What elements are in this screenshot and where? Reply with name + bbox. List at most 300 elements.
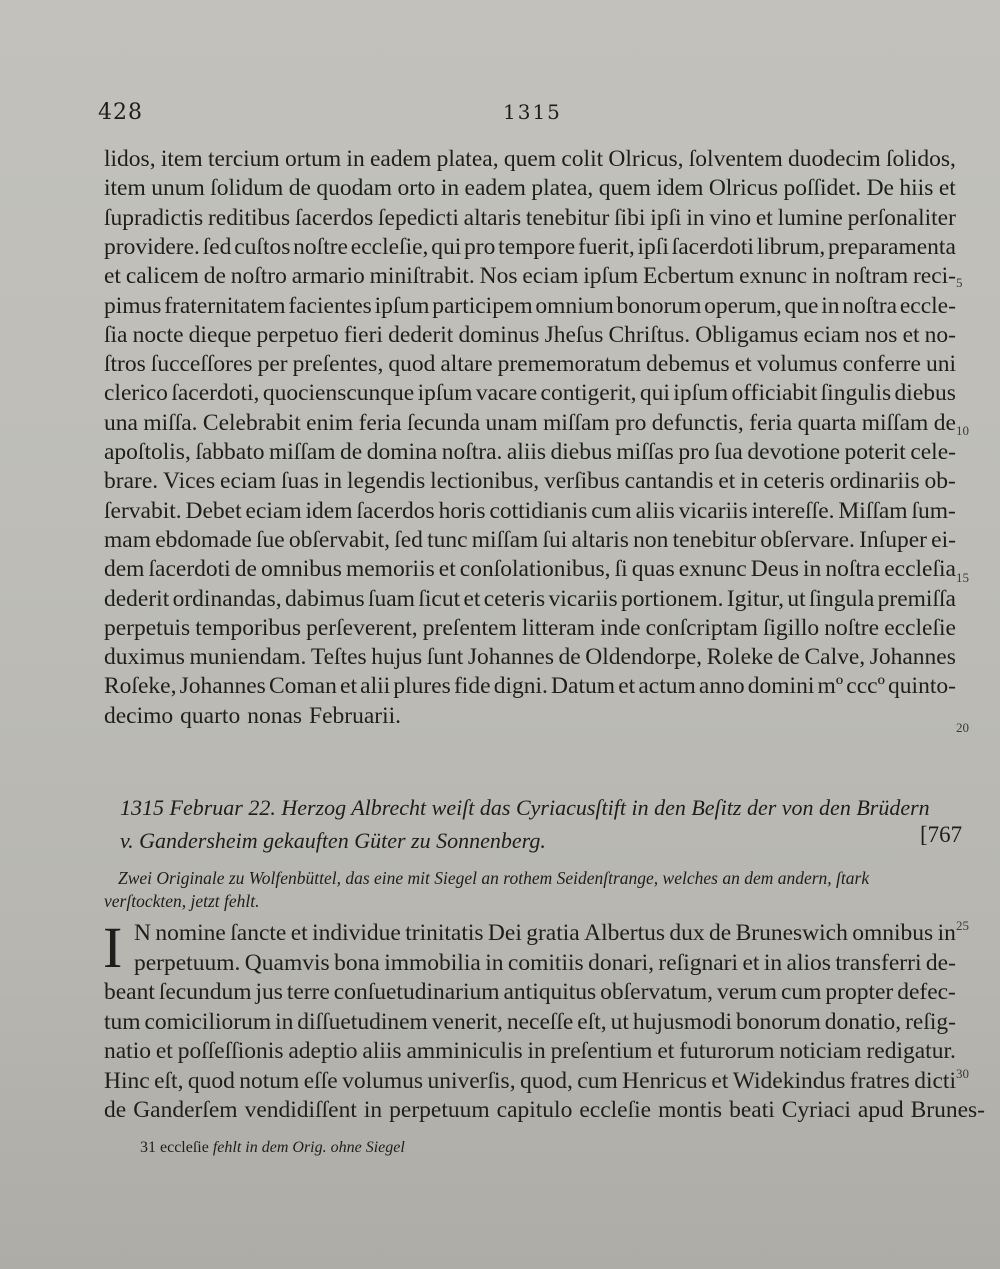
word: decimo [104,702,174,729]
word: reditibus [207,204,291,231]
word: Widekindus [732,1067,846,1094]
word: non [633,526,669,553]
word: defec- [897,979,956,1005]
word: vicariis [678,497,748,524]
word: hiis [899,175,934,202]
word: ſuas [281,468,319,495]
word: miſſam [543,409,610,436]
word: domina [366,439,438,465]
word: ob- [924,468,956,495]
word: et [755,204,773,231]
word: volumus [756,351,838,378]
word: propter [825,979,894,1005]
footnote-note: fehlt in dem Orig. ohne Siegel [212,1139,405,1156]
word: noticiam [779,1038,862,1064]
word: miſſam [471,526,539,553]
word: ebdomade [155,526,252,553]
word: ſecundum [158,979,252,1005]
text-line [104,1097,986,1124]
word: exnunc [678,556,747,583]
word: Roleke [706,644,774,671]
line-number: 30 [956,1066,969,1081]
word: ſue [255,526,285,553]
word: perſeverent, [306,614,418,641]
word: ſunt [426,644,464,671]
word: montis [658,1097,723,1123]
word: Jheſus [544,321,604,348]
word: miſſas [616,439,674,465]
word: conſolationibus, [459,556,611,583]
word: ſed [394,526,423,553]
word: item [104,175,146,202]
charter-number: [767 [920,822,963,847]
drop-cap-initial: I [103,915,123,980]
text-line [104,468,956,495]
line-number: 20 [956,720,969,735]
word: eadem [464,175,526,202]
text-line [104,263,956,290]
word: Coman [268,673,337,700]
word: fraternitatem [164,292,286,319]
word: ipſum [374,292,430,319]
word: ſolidum [210,175,284,202]
word: fratres [849,1067,910,1094]
word: ſecunda [407,409,481,436]
word: Cyriaci [781,1097,851,1123]
word: poſſeſſionis [177,1038,284,1064]
word: in [937,920,956,946]
word: amminiculis [406,1038,523,1064]
word: eſt, [577,1008,607,1035]
text-line [104,351,956,378]
word: cottidianis [489,497,588,524]
word: univerſis, [427,1067,516,1094]
word: idem [656,175,704,202]
word: intereſſe. [751,497,835,524]
word: ſed [202,233,232,260]
word: perpetuis [104,614,191,641]
word: conſcriptam [645,614,758,641]
word: noſtram [835,263,909,290]
word: mam [104,526,151,553]
word: ſolidos, [885,146,956,172]
word: et [742,949,760,976]
word: ceteris [483,585,546,612]
word: lidos, [104,146,156,172]
word: noſtra [842,292,898,319]
word: beant [104,979,155,1005]
word: ordinandas, [172,585,282,612]
text-line [104,673,956,700]
word: ut [610,1008,629,1035]
word: gratia [526,920,580,946]
word: ſacerdos [356,497,435,524]
word: ipſi [637,233,669,260]
word: venerit, [431,1008,503,1035]
word: actum [638,673,696,700]
regest-heading-line-1: 1315 Februar 22. Herzog Albrecht weiſt das Cyriacusſtift in den Beſitz der von den Brüdern [120,795,930,820]
word: aliis [362,1038,402,1064]
word: noſtre [824,614,880,641]
word: adeptio [288,1038,358,1064]
word: eccleſie, [350,233,429,260]
word: comiciliorum [144,1008,272,1035]
word: nonas [247,702,303,729]
word: eciam [220,468,277,495]
word: tunc [427,526,468,553]
word: in [803,556,822,583]
word: de [340,439,363,465]
word: armario [291,263,365,290]
word: Celebrabit [202,409,301,436]
word: eciam [522,263,579,290]
word: eſt, [154,1067,184,1094]
word: alios [786,949,831,976]
word: De [866,175,894,202]
text-line [104,234,956,261]
word: altare [440,351,493,378]
word: vicariis [548,585,618,612]
word: poſſidet. [783,175,862,202]
text-line [104,205,956,232]
word: volumus [342,1067,424,1094]
word: ſicut [418,585,461,612]
word: quod, [519,1067,573,1094]
word: lumine [777,204,843,231]
word: bonorum [736,1008,821,1035]
word: Dei [487,920,522,946]
word: litteram [521,614,595,641]
word: miſſam [268,439,336,465]
word: fide [453,673,491,700]
word: de [558,644,581,671]
word: de [933,409,956,436]
word: in [275,1008,294,1035]
word: inde [600,614,641,641]
word: aliis [506,439,547,465]
text-line [104,322,956,349]
word: Bruneswich [735,920,848,946]
text-line [104,293,956,320]
word: Inſuper [859,526,927,553]
word: nomine [155,920,226,946]
text-line [104,527,956,554]
word: Ganderſem [133,1097,238,1123]
word: Johannes [869,644,956,671]
word: mº [817,673,844,700]
word: Deus [750,556,799,583]
word: brare. [104,468,159,495]
word: pro [678,439,710,465]
word: et [734,351,752,378]
word: in [740,468,759,495]
word: de [288,175,311,202]
word: quarto [180,702,241,729]
word: omnibus [852,920,934,946]
word: et [902,321,920,348]
word: eciam [245,497,302,524]
word: donatio, [824,1008,902,1035]
word: ſibi [614,204,646,231]
word: in [527,1038,546,1064]
word: Johannes [467,644,554,671]
word: et [438,556,456,583]
text-line [134,950,956,977]
word: memoriis [345,556,435,583]
word: anno [698,673,745,700]
word: diebus [894,380,956,407]
word: nocte [132,321,184,348]
word: pro [464,233,496,260]
word: eccleſie [579,1097,652,1123]
word: eſſe [303,1067,338,1094]
word: altaris [571,526,629,553]
text-line [104,1009,956,1036]
text-line [104,979,956,1006]
word: et [290,920,308,946]
word: ſingulis [820,380,892,407]
word: calicem [125,263,199,290]
word: et [718,468,736,495]
word: reci- [912,263,956,290]
word: ſancte [230,920,287,946]
word: una [104,409,138,436]
text-line [104,380,956,407]
word: tempore [498,233,576,260]
word: quocienscunque [262,380,415,407]
word: legendis [346,468,426,495]
word: Henricus [622,1067,707,1094]
word: premiſſa [877,585,956,612]
word: vendidiſſent [244,1097,357,1123]
word: operum, [704,292,782,319]
word: Igitur, [726,585,784,612]
word: quodam [316,175,393,202]
footnote-ref: 31 eccleſie [140,1139,209,1156]
word: ordinariis [829,468,920,495]
word: Debet [185,497,242,524]
word: per [257,351,288,378]
text-line [104,615,956,642]
word: Chriſtus. [608,321,691,348]
word: cele- [910,439,956,465]
word: verſibus [544,468,620,495]
word: in [811,263,831,290]
text-line [104,175,956,202]
text-line [104,1068,956,1095]
running-head-year: 1315 [503,100,562,124]
word: cum [577,1067,618,1094]
archival-note-line-2: verſtockten, jetzt fehlt. [104,891,260,911]
word: apud [857,1097,904,1123]
word: clerico [104,380,168,407]
word: tum [104,1008,141,1035]
word: nos [864,321,898,348]
word: diſſuetudinem [297,1008,428,1035]
word: preſentem [422,614,517,641]
word: ei- [931,526,956,553]
word: Brunes- [910,1097,986,1123]
word: quem [503,146,557,172]
word: cantandis [624,468,714,495]
regest-heading-line-2: v. Gandersheim gekauften Güter zu Sonnenberg. [120,828,546,853]
word: plures [393,673,451,700]
word: quem [598,175,651,202]
word: lectionibus, [430,468,540,495]
word: dieque [188,321,252,348]
word: quarta [797,409,857,436]
word: noſtre [293,233,348,260]
word: trinitatis [405,920,484,946]
word: facientes [288,292,372,319]
archival-note-line-1: Zwei Originale zu Wolfenbüttel, das eine mit Siegel an rothem Seidenſtrange, welches an dem andern, ſtark [118,868,870,888]
word: feria [358,409,402,436]
word: obſervare. [760,526,855,553]
line-number: 25 [956,918,969,933]
word: Obligamus [695,321,799,348]
word: ſuam [367,585,415,612]
word: hujus [371,644,423,671]
word: eccleſia [884,556,956,583]
word: in [323,468,343,495]
word: ſacerdos [294,204,374,231]
word: notum [239,1067,300,1094]
word: apoſtolis, [104,439,191,465]
word: perſonaliter [847,204,956,231]
word: perpetuo [256,321,339,348]
word: Hinc [104,1067,150,1094]
word: Olricus [708,175,779,202]
text-line [104,498,956,525]
word: et [340,673,357,700]
word: ipſum [417,380,473,407]
word: officiabit [731,380,818,407]
word: defunctis, [651,409,744,436]
word: Roſeke, [104,673,177,700]
word: obſervabit, [288,526,391,553]
word: tercium [207,146,280,172]
word: Johannes [179,673,266,700]
word: Miſſam [838,497,908,524]
word: ſupradictis [104,204,204,231]
word: ut [787,585,806,612]
word: ſabbato [195,439,265,465]
text-line [104,703,956,730]
word: providere. [104,233,200,260]
word: item [160,146,203,172]
word: ipſum [673,380,729,407]
word: no- [924,321,956,348]
word: preſentium [550,1038,653,1064]
word: ſigillo [762,614,820,641]
word: librum, [756,233,826,260]
text-line [104,586,956,613]
word: cum [591,497,632,524]
page-number: 428 [98,100,143,125]
word: poterit [844,439,906,465]
word: idem [305,497,353,524]
word: contigerit, [540,380,637,407]
word: natio [104,1038,151,1064]
word: immobilia [384,949,481,976]
word: miſſam [861,409,929,436]
word: ſolventem [688,146,783,172]
word: quas [631,556,675,583]
word: noſtra [825,556,881,583]
word: et [938,175,956,202]
word: ſacerdoti, [171,380,260,407]
word: capitulo [496,1097,573,1123]
word: in [763,949,783,976]
word: exnunc [739,263,808,290]
word: bonorum [616,292,702,319]
word: platea, [531,175,594,202]
word: debemus [646,351,730,378]
word: Datum [551,673,616,700]
word: dicti [914,1067,956,1094]
word: ſacerdoti [671,233,754,260]
word: ſia [104,321,128,348]
word: bona [334,949,380,976]
word: eciam [803,321,860,348]
word: unum [151,175,205,202]
word: enim [306,409,354,436]
word: in [485,949,504,976]
word: Februarii. [309,702,402,729]
word: ipſum [583,263,639,290]
word: Teſtes [310,644,367,671]
word: alii [360,673,391,700]
word: quod [388,351,436,378]
word: platea, [436,146,499,172]
word: et [463,585,481,612]
word: vacare [475,380,538,407]
word: in [346,146,365,172]
word: altaris [463,204,522,231]
word: transferri [835,949,922,976]
word: eadem [369,146,432,172]
word: perpetuum [389,1097,490,1123]
word: ſtros [104,351,146,378]
word: cuſtos [234,233,291,260]
word: portionem. [621,585,724,612]
word: vino [709,204,752,231]
word: in [363,1097,383,1123]
word: fieri [343,321,383,348]
word: de- [925,949,956,976]
word: horis [438,497,486,524]
text-line [134,920,956,947]
word: preſentes, [292,351,384,378]
word: reſignari [658,949,739,976]
word: de [777,644,800,671]
word: que [784,292,819,319]
word: et [711,1067,729,1094]
word: ortum [285,146,342,172]
word: reſig- [905,1008,956,1035]
word: Nos [479,263,518,290]
word: pro [615,409,647,436]
word: duodecim [788,146,881,172]
word: Quamvis [244,949,330,976]
word: conferre [842,351,921,378]
word: colit [561,146,604,172]
text-line [104,556,956,583]
text-line [104,1038,956,1065]
word: ſervabit. [104,497,182,524]
word: in [686,204,705,231]
word: de [709,920,732,946]
